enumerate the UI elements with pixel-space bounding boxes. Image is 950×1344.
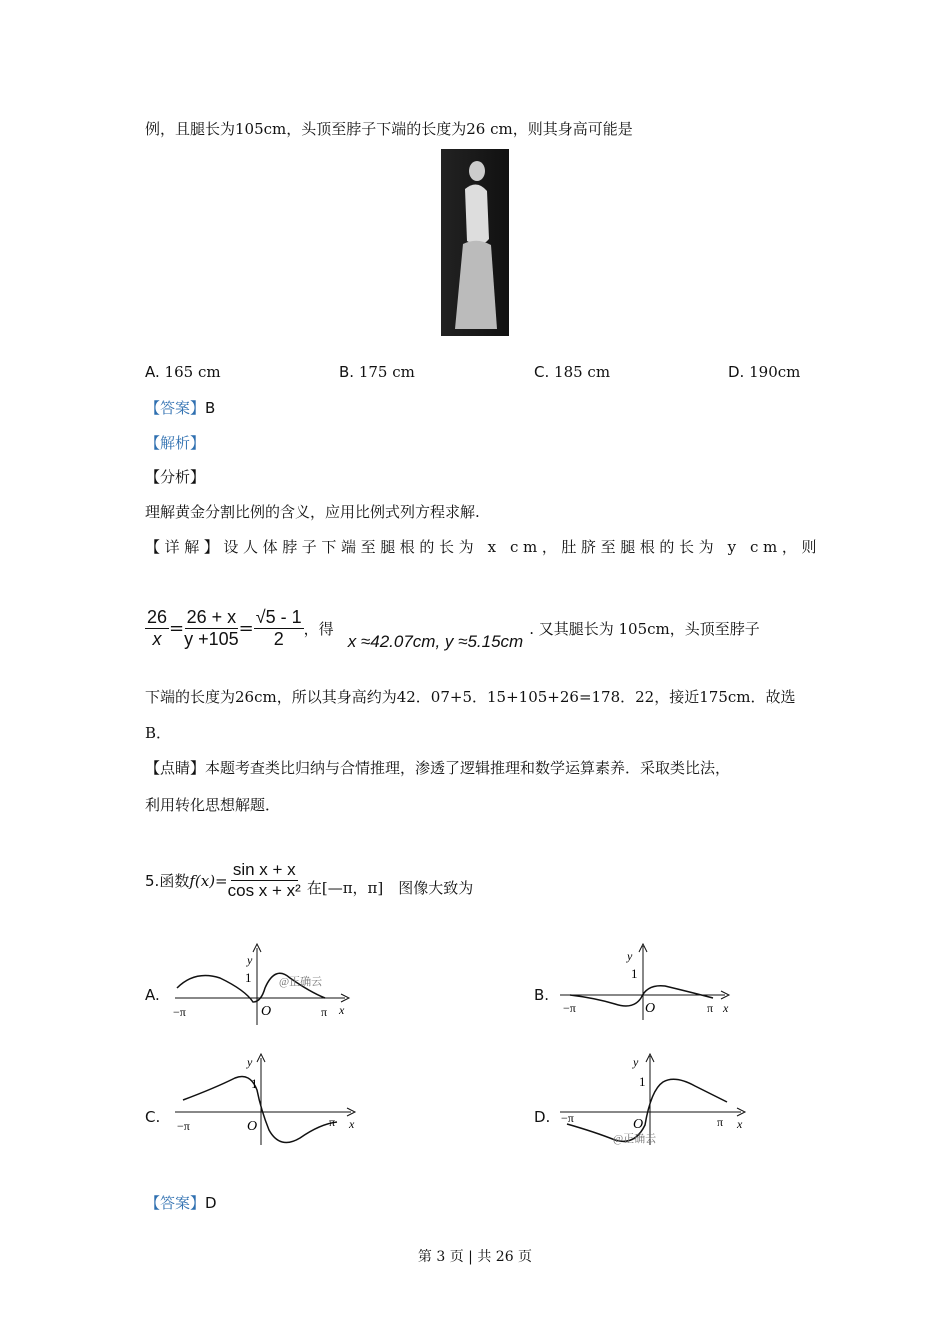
svg-text:−π: −π: [177, 1119, 190, 1133]
svg-text:@正确云: @正确云: [279, 976, 323, 988]
svg-text:O: O: [633, 1117, 644, 1132]
svg-text:π: π: [321, 1005, 328, 1019]
option-d: D. 190cm: [728, 363, 801, 381]
svg-text:x: x: [737, 1117, 743, 1131]
svg-text:x: x: [339, 1003, 345, 1017]
svg-text:@正确云: @正确云: [613, 1133, 657, 1145]
graph-c: [165, 1050, 365, 1150]
svg-text:O: O: [247, 1119, 258, 1134]
svg-text:y: y: [247, 953, 253, 967]
graph-a-label: A.: [145, 986, 160, 1004]
svg-text:1: 1: [639, 1074, 646, 1089]
svg-text:π: π: [717, 1115, 724, 1129]
graph-d-label: D.: [534, 1108, 551, 1126]
svg-text:−π: −π: [563, 1001, 576, 1015]
page-footer: 第 3 页 | 共 26 页: [417, 1249, 533, 1265]
answer-5-line: 【答案】D: [145, 1194, 217, 1212]
graph-b: [555, 940, 755, 1030]
option-c: C. 185 cm: [534, 363, 611, 381]
option-a: A. 165 cm: [145, 363, 221, 381]
detail-text-2: 下端的长度为26cm，所以其身高约为42．07+5．15+105+26=178．22，接近175cm．故选: [145, 688, 796, 706]
svg-text:y: y: [633, 1055, 639, 1069]
detail-text: 【详解】设人体脖子下端至腿根的长为 x cm，肚脐至腿根的长为 y cm，则: [145, 538, 822, 556]
svg-text:1: 1: [251, 1076, 258, 1091]
svg-text:O: O: [645, 1001, 656, 1016]
dianjing-2: 利用转化思想解题．: [145, 796, 281, 814]
svg-text:x: x: [723, 1001, 729, 1015]
svg-text:π: π: [707, 1001, 714, 1015]
graph-d: [555, 1050, 755, 1150]
svg-text:−π: −π: [173, 1005, 186, 1019]
graph-b-label: B.: [534, 986, 550, 1004]
fenxi-label: 【分析】: [145, 468, 206, 486]
fenxi-text: 理解黄金分割比例的含义，应用比例式列方程求解.: [145, 503, 480, 521]
svg-text:−π: −π: [561, 1111, 574, 1125]
venus-statue-image: [441, 149, 509, 336]
question-text: 例，且腿长为105cm，头顶至脖子下端的长度为26 cm，则其身高可能是: [145, 120, 633, 138]
svg-text:x: x: [349, 1117, 355, 1131]
svg-text:π: π: [329, 1115, 336, 1129]
svg-text:y: y: [247, 1055, 253, 1069]
graph-a: [165, 940, 365, 1030]
answer-line: 【答案】B: [145, 399, 216, 417]
question-5: 5. 函数 f(x)= $\frac{\text{sin x + x}}{\text{cos x + x²}}$ 在[—π，π] 图像大致为: [145, 860, 474, 900]
analysis-label: 【解析】: [145, 434, 206, 452]
dianjing: 【点睛】本题考查类比归纳与合情推理，渗透了逻辑推理和数学运算素养．采取类比法，: [145, 759, 731, 777]
detail-text-3: B．: [145, 724, 172, 742]
svg-text:1: 1: [245, 970, 252, 985]
svg-text:y: y: [627, 949, 633, 963]
svg-text:O: O: [261, 1004, 272, 1019]
equation: $\frac{26}{x}$ = $\frac{26 + x}{y +105}$ = $\frac{√5 - 1}{2}$ ，得 x ≈42.07cm, y ≈5.15cm . 又其腿长为 105cm，头顶至脖子: [147, 606, 760, 651]
graph-c-label: C.: [145, 1108, 161, 1126]
option-b: B. 175 cm: [339, 363, 415, 381]
svg-text:1: 1: [631, 966, 638, 981]
